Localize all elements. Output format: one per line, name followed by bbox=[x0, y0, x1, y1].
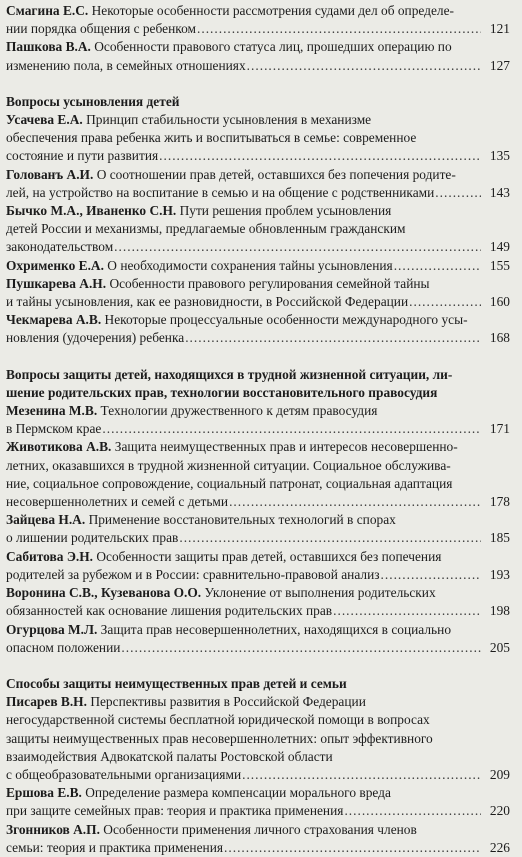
entry-title-text: Особенности защиты прав детей, оставшихся без попечения bbox=[96, 548, 442, 564]
toc-entry bbox=[6, 584, 510, 620]
section-title: Способы защиты неимущественных прав детей и семьи bbox=[6, 675, 347, 691]
entry-title-text: Особенности применения личного страхования членов bbox=[103, 821, 417, 837]
section-title: Вопросы защиты детей, находящихся в трудной жизненной ситуации, ли- bbox=[6, 366, 453, 382]
page-number: 160 bbox=[489, 294, 510, 310]
entry-author: Пушкарева А.Н. bbox=[6, 275, 107, 291]
entry-line bbox=[6, 111, 482, 129]
entry-author: Бычко М.А., Иваненко С.Н. bbox=[6, 203, 177, 219]
page-number: 155 bbox=[489, 257, 510, 273]
entry-text-wrap bbox=[6, 57, 246, 75]
page-number: 135 bbox=[489, 148, 510, 164]
entry-title-text: с общеобразовательными организациями bbox=[6, 766, 242, 782]
entry-text-wrap bbox=[6, 566, 380, 584]
toc-entry bbox=[6, 402, 510, 438]
toc-entry bbox=[6, 2, 510, 38]
entry-title-text: взаимодействия Адвокатской палаты Ростовской области bbox=[6, 748, 333, 764]
entry-line bbox=[6, 621, 482, 639]
entry-line bbox=[6, 730, 482, 748]
toc-entry bbox=[6, 438, 510, 511]
entry-line bbox=[6, 802, 482, 820]
entry-title-text: изменению пола, в семейных отношениях bbox=[6, 57, 246, 73]
entry-line bbox=[6, 438, 482, 456]
entry-line bbox=[6, 766, 482, 784]
entry-line bbox=[6, 220, 482, 238]
entry-text-wrap bbox=[6, 293, 408, 311]
entry-line bbox=[6, 166, 482, 184]
entry-text-wrap bbox=[6, 147, 158, 165]
entry-title-text: Применение восстановительных технологий в спорах bbox=[88, 512, 396, 528]
section-title: шение родительских прав, технологии восстановительного правосудия bbox=[6, 384, 438, 400]
entry-author: Згонников А.П. bbox=[6, 821, 100, 837]
page-number: 226 bbox=[489, 839, 510, 855]
entry-line bbox=[6, 20, 482, 38]
entry-author: Писарев В.Н. bbox=[6, 694, 87, 710]
entry-line bbox=[6, 493, 482, 511]
entry-title-text: Определение размера компенсации морального вреда bbox=[85, 785, 391, 801]
entry-text-wrap bbox=[6, 184, 434, 202]
entry-line bbox=[6, 57, 482, 75]
page-number: 178 bbox=[489, 494, 510, 510]
entry-title-text: Уклонение от выполнения родительских bbox=[204, 585, 436, 601]
toc-entry bbox=[6, 257, 510, 275]
entry-text-wrap bbox=[6, 602, 332, 620]
entry-title-text: Пути решения проблем усыновления bbox=[179, 203, 392, 219]
entry-title-text: О необходимости сохранения тайны усыновления bbox=[107, 257, 393, 273]
entry-title-text: Защита прав несовершеннолетних, находящихся в социально bbox=[100, 621, 452, 637]
entry-line bbox=[6, 38, 482, 56]
toc-entry bbox=[6, 311, 510, 347]
leader-dots bbox=[394, 257, 481, 275]
entry-title-text: Некоторые особенности рассмотрения судами дел об определе- bbox=[91, 3, 455, 18]
page-number: 198 bbox=[489, 603, 510, 619]
entry-title-text: при защите семейных прав: теория и практика применения bbox=[6, 803, 344, 819]
entry-title-text: состояние и пути развития bbox=[6, 148, 159, 164]
page-number: 220 bbox=[489, 803, 510, 819]
entry-line bbox=[6, 693, 482, 711]
leader-dots bbox=[159, 147, 481, 165]
leader-dots bbox=[247, 57, 481, 75]
toc-entry bbox=[6, 202, 510, 257]
toc-entry bbox=[6, 38, 510, 74]
entry-line bbox=[6, 202, 482, 220]
entry-title-text: семьи: теория и практика применения bbox=[6, 839, 224, 855]
entry-title-text: родителей за рубежом и в России: сравнительно-правовой анализ bbox=[6, 566, 380, 582]
entry-line bbox=[6, 129, 482, 147]
entry-line bbox=[6, 584, 482, 602]
entry-title-text: Защита неимущественных прав и интересов несовершенно- bbox=[114, 439, 458, 455]
entry-title-text: и тайны усыновления, как ее разновидности, в Российской Федерации bbox=[6, 294, 409, 310]
entry-title-text: Особенности правового регулирования семейной тайны bbox=[109, 275, 430, 291]
toc-entry bbox=[6, 821, 510, 857]
entry-author: Охрименко Е.А. bbox=[6, 257, 104, 273]
entry-line bbox=[6, 475, 482, 493]
toc-section bbox=[6, 675, 510, 857]
toc-section bbox=[6, 2, 510, 75]
entry-author: Чекмарева А.В. bbox=[6, 312, 102, 328]
entry-author: Зайцева Н.А. bbox=[6, 512, 86, 528]
entry-title-text: О соотношении прав детей, оставшихся без попечения родите- bbox=[96, 166, 456, 182]
leader-dots bbox=[121, 639, 481, 657]
entry-line bbox=[6, 821, 482, 839]
entry-text-wrap bbox=[6, 238, 113, 256]
entry-line bbox=[6, 548, 482, 566]
entry-author: Голованъ А.И. bbox=[6, 166, 94, 182]
toc-section bbox=[6, 366, 510, 657]
entry-text-wrap bbox=[6, 839, 223, 857]
leader-dots bbox=[102, 420, 481, 438]
page-number: 149 bbox=[489, 239, 510, 255]
entry-author: Сабитова Э.Н. bbox=[6, 548, 94, 564]
toc-entry bbox=[6, 166, 510, 202]
entry-title-text: лей, на устройство на воспитание в семью и на общение с родственниками bbox=[6, 184, 435, 200]
toc-entry bbox=[6, 111, 510, 166]
toc-entry bbox=[6, 511, 510, 547]
leader-dots bbox=[229, 493, 481, 511]
page-number: 205 bbox=[489, 639, 510, 655]
entry-text-wrap bbox=[6, 802, 343, 820]
entry-title-text: опасном положении bbox=[6, 639, 121, 655]
entry-title-text: Принцип стабильности усыновления в механизме bbox=[86, 112, 372, 128]
entry-text-wrap bbox=[6, 766, 241, 784]
entry-title-text: новления (удочерения) ребенка bbox=[6, 330, 185, 346]
entry-author: Огурцова М.Л. bbox=[6, 621, 98, 637]
entry-title-text: Перспективы развития в Российской Федерации bbox=[90, 694, 366, 710]
entry-title-text: негосударственной системы бесплатной юридической помощи в вопросах bbox=[6, 712, 430, 728]
page-number: 168 bbox=[489, 330, 510, 346]
entry-line bbox=[6, 147, 482, 165]
entry-line bbox=[6, 275, 482, 293]
entry-title-text: обеспечения права ребенка жить и воспитываться в семье: современное bbox=[6, 130, 417, 146]
entry-title-text: несовершеннолетних и семей с детьми bbox=[6, 494, 229, 510]
entry-line bbox=[6, 839, 482, 857]
entry-line bbox=[6, 511, 482, 529]
entry-line bbox=[6, 420, 482, 438]
entry-text-wrap bbox=[6, 493, 228, 511]
leader-dots bbox=[344, 802, 481, 820]
entry-title-text: детей России и механизмы, предлагаемые обновленным гражданским bbox=[6, 221, 406, 237]
page-number: 127 bbox=[489, 57, 510, 73]
entry-title-text: ние, социальное сопровождение, социальный патронат, социальная адаптация bbox=[6, 475, 453, 491]
toc-entry bbox=[6, 621, 510, 657]
entry-author: Смагина Е.С. bbox=[6, 3, 89, 18]
entry-title-text: законодательством bbox=[6, 239, 114, 255]
entry-line bbox=[6, 293, 482, 311]
page-number: 185 bbox=[489, 530, 510, 546]
entry-title-text: Особенности правового статуса лиц, прошедших операцию по bbox=[94, 39, 452, 55]
entry-title-text: защиты неимущественных прав несовершеннолетних: опыт эффективного bbox=[6, 730, 433, 746]
entry-text-wrap bbox=[6, 529, 178, 547]
leader-dots bbox=[224, 839, 481, 857]
toc-entry bbox=[6, 784, 510, 820]
toc-entry bbox=[6, 548, 510, 584]
toc-section bbox=[6, 93, 510, 348]
leader-dots bbox=[435, 184, 481, 202]
leader-dots bbox=[409, 293, 481, 311]
entry-line bbox=[6, 329, 482, 347]
leader-dots bbox=[381, 566, 481, 584]
toc-entry bbox=[6, 693, 510, 784]
page-number: 209 bbox=[489, 766, 510, 782]
page-number: 193 bbox=[489, 566, 510, 582]
page-number: 143 bbox=[489, 184, 510, 200]
entry-text-wrap bbox=[6, 639, 120, 657]
entry-line bbox=[6, 2, 482, 20]
entry-author: Усачева Е.А. bbox=[6, 112, 83, 128]
entry-line bbox=[6, 184, 482, 202]
page-number: 171 bbox=[489, 421, 510, 437]
leader-dots bbox=[197, 20, 481, 38]
entry-title-text: Технологии дружественного к детям правосудия bbox=[100, 403, 378, 419]
leader-dots bbox=[179, 529, 481, 547]
entry-line bbox=[6, 457, 482, 475]
leader-dots bbox=[242, 766, 481, 784]
entry-line bbox=[6, 566, 482, 584]
entry-line bbox=[6, 311, 482, 329]
toc-entry bbox=[6, 275, 510, 311]
entry-line bbox=[6, 748, 482, 766]
entry-author: Ершова Е.В. bbox=[6, 785, 82, 801]
entry-title-text: в Пермском крае bbox=[6, 421, 102, 437]
entry-line bbox=[6, 711, 482, 729]
entry-line bbox=[6, 639, 482, 657]
entry-author: Животикова А.В. bbox=[6, 439, 112, 455]
entry-title-text: обязанностей как основание лишения родительских прав bbox=[6, 603, 333, 619]
entry-line bbox=[6, 602, 482, 620]
entry-text-wrap bbox=[6, 420, 101, 438]
leader-dots bbox=[114, 238, 481, 256]
entry-title-text: нии порядка общения с ребенком bbox=[6, 21, 196, 37]
entry-author: Воронина С.В., Кузеванова О.О. bbox=[6, 585, 202, 601]
entry-title-text: летних, оказавшихся в трудной жизненной ситуации. Социальное обслужива- bbox=[6, 457, 451, 473]
leader-dots bbox=[185, 329, 481, 347]
entry-line bbox=[6, 257, 482, 275]
entry-author: Мезенина М.В. bbox=[6, 403, 98, 419]
entry-title-text: о лишении родительских прав bbox=[6, 530, 179, 546]
entry-text-wrap bbox=[6, 329, 184, 347]
entry-line bbox=[6, 238, 482, 256]
entry-line bbox=[6, 402, 482, 420]
page-number: 121 bbox=[489, 21, 510, 37]
entry-title-text: Некоторые процессуальные особенности международного усы- bbox=[104, 312, 468, 328]
entry-author: Пашкова В.А. bbox=[6, 39, 91, 55]
leader-dots bbox=[333, 602, 481, 620]
entry-text-wrap bbox=[6, 20, 196, 38]
entry-text-wrap bbox=[6, 257, 393, 275]
section-title: Вопросы усыновления детей bbox=[6, 93, 180, 109]
entry-line bbox=[6, 529, 482, 547]
